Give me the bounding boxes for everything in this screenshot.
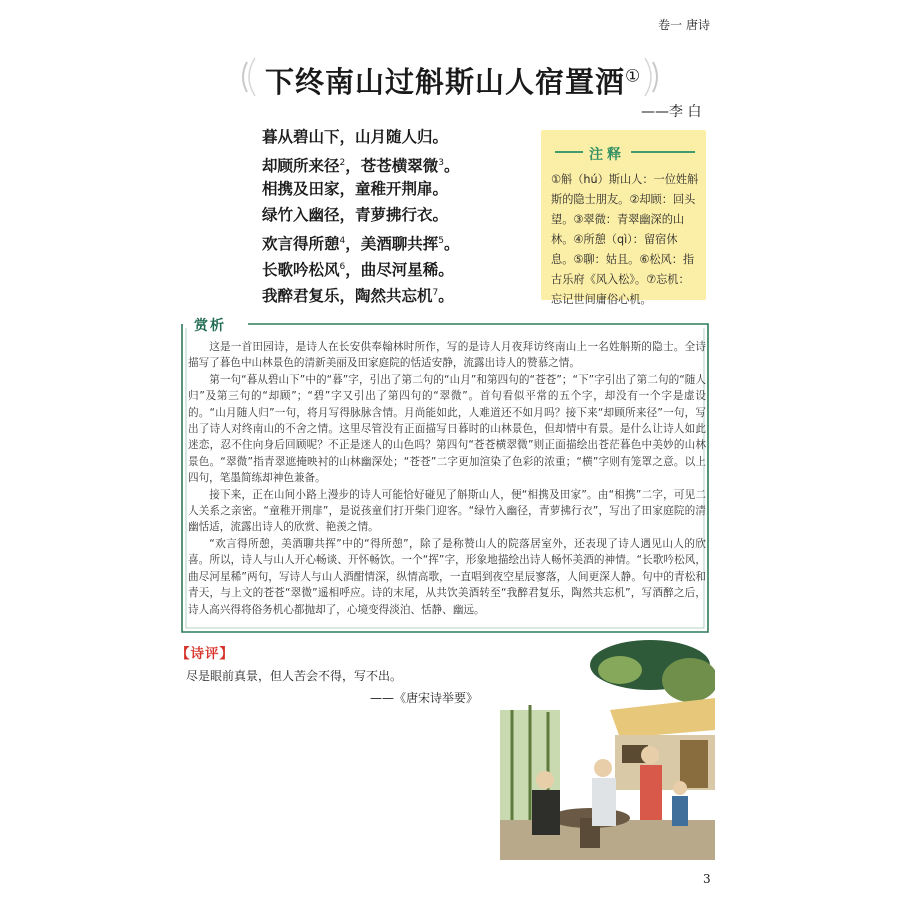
appreciation-paragraph: 这是一首田园诗，是诗人在长安供奉翰林时所作，写的是诗人月夜拜访终南山上一名姓斛斯的隐士。全诗描写了暮色中山林景色的清新美丽及田家庭院的恬适安静，流露出诗人的赞慕之情。 [188,341,706,370]
appreciation-paragraph: 第一句“暮从碧山下”中的“暮”字，引出了第二句的“山月”和第四句的“苍苍”；“下”字引出了第二句的“随人归”及第三句的“却顾”；“碧”字又引出了第四句的“翠微”。首句看似平常的五个字，却没有一个字是虚设的。“山月随人归”一句，将月写得脉脉含情。月尚能如此，人难道还不如月吗？接下来“却顾所来径”一句，写出了诗人对终南山的不舍之情。这里尽管没有正面描写日暮时的山林景色，但却情中有景。是什么让诗人如此迷恋，忍不住向身后回顾呢？不正是迷人的山色吗？第四句“苍苍横翠微”则正面描绘出苍茫暮色中美妙的山林景色。“翠微”指青翠遮掩映衬的山林幽深处；“苍苍”二字更加渲染了色彩的浓重；“横”字则有笼罩之意。以上四句，笔墨简练却神色兼备。 [188,373,706,485]
poem-line: 绿竹入幽径，青萝拂行衣。 [262,206,449,224]
appreciation-title: 赏析 [188,315,232,333]
appreciation-paragraph: “欢言得所憩，美酒聊共挥”中的“得所憩”，除了是称赞山人的院落居室外，还表现了诗人遇见山人的欣喜。所以，诗人与山人开心畅谈、开怀畅饮。一个“挥”字，形象地描绘出诗人畅怀美酒的神情。“长歌吟松风，曲尽河星稀”两句，写诗人与山人酒酣情深，纵情高歌，一直唱到夜空星辰寥落，人间更深人静。句中的青松和青天，与上文的苍苍“翠微”遥相呼应。诗的末尾，从共饮美酒转至“我醉君复乐，陶然共忘机”，写酒醉之后，诗人高兴得将俗务机心都抛却了，心境变得淡泊、恬静、幽远。 [188,537,706,616]
appreciation-section [178,318,712,636]
appreciation-paragraph: 接下来，正在山间小路上漫步的诗人可能恰好碰见了斛斯山人，便“相携及田家”。由“相携”二字，可见二人关系之亲密。“童稚开荆扉”，是说孩童们打开柴门迎客。“绿竹入幽径，青萝拂行衣”，写出了田家庭院的清幽恬适，流露出诗人的欣赏、艳羡之情。 [188,488,706,534]
title-footnote-mark: ① [625,66,642,87]
poem-line: 相携及田家，童稚开荆扉。 [262,180,449,198]
comment-text: 尽是眼前真景，但人苦会不得，写不出。 [186,669,403,683]
poem-title [265,60,641,101]
poem-line: 欢言得所憩$^4$，美酒聊共挥$^5$。 [262,235,460,254]
running-head: 卷一 唐诗 [658,18,710,32]
poem-line: 长歌吟松风$^6$，曲尽河星稀。 [262,261,454,280]
poem-line: 暮从碧山下，山月随人归。 [262,128,449,146]
comment-title: 【诗评】 [176,646,234,662]
illustration-image [500,640,715,860]
title-block [235,52,665,102]
notes-box [541,130,706,306]
poem-title-text: 下终南山过斛斯山人宿置酒 [265,65,626,99]
notes-heading [555,144,695,163]
poem-body [262,124,522,306]
comment-source: ——《唐宋诗举要》 [370,691,479,705]
appreciation-text [188,339,706,618]
poem-line: 却顾所来径$^2$，苍苍横翠微$^3$。 [262,157,460,176]
poem-line: 我醉君复乐，陶然共忘机$^7$。 [262,287,454,306]
notes-title: 注释 [589,147,625,163]
page-number: 3 [703,872,711,886]
poem-author: ——李 白 [641,104,702,120]
notes-text: ①斛（hú）斯山人：一位姓斛斯的隐士朋友。②却顾：回头望。③翠微：青翠幽深的山林。④所憩（qì）：留宿休息。⑤聊：姑且。⑥松风：指古乐府《风入松》。⑦忘机：忘记世间庸俗心机。 [551,173,699,306]
